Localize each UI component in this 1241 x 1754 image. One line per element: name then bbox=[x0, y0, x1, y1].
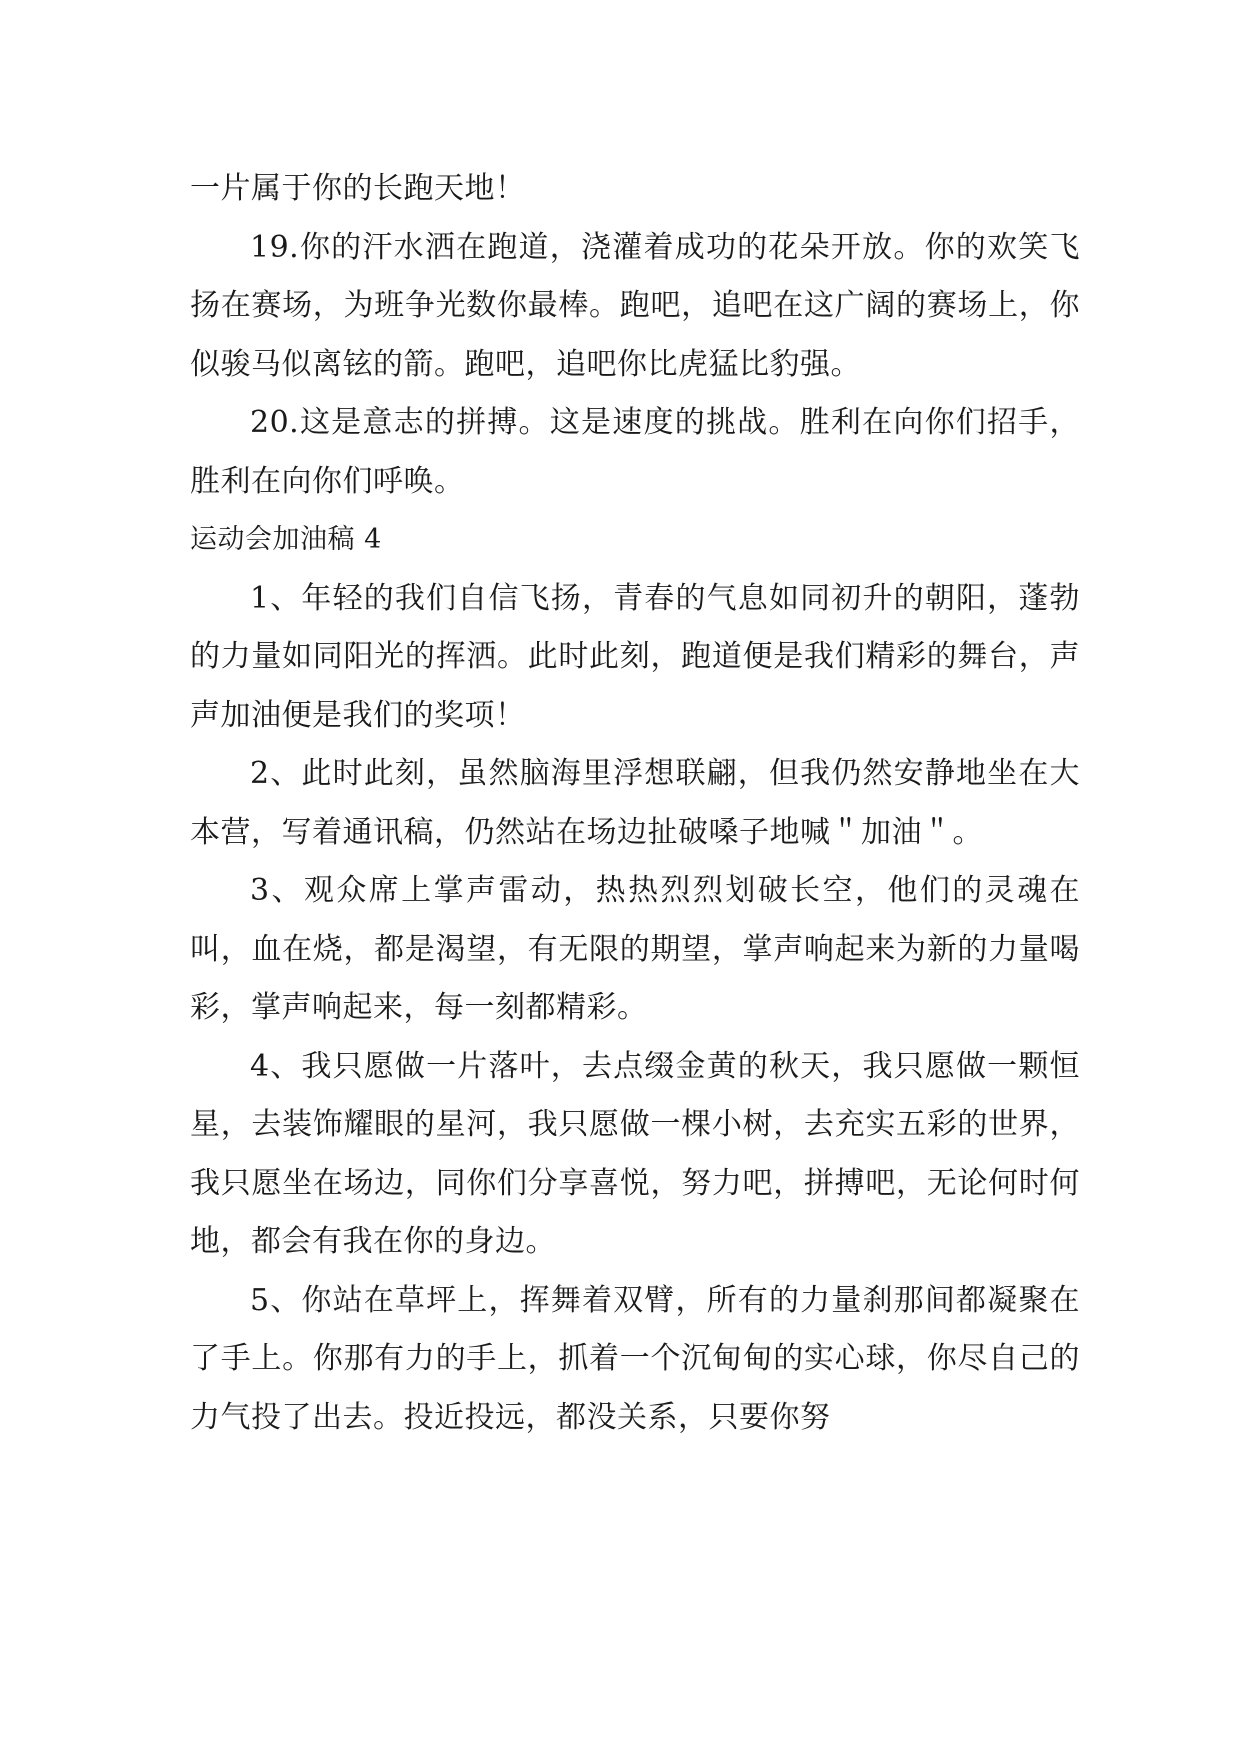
paragraph-continuation: 一片属于你的长跑天地！ bbox=[190, 171, 526, 206]
paragraph-item-20: 20.这是意志的拼搏。这是速度的挑战。胜利在向你们招手，胜利在向你们呼唤。 bbox=[190, 405, 1080, 499]
document-body bbox=[190, 160, 1080, 1447]
paragraph-item-19: 19.你的汗水洒在跑道，浇灌着成功的花朵开放。你的欢笑飞扬在赛场，为班争光数你最棒。跑吧，追吧在这广阔的赛场上，你似骏马似离铉的箭。跑吧，追吧你比虎猛比豹强。 bbox=[190, 229, 1080, 382]
list-item-5: 5、你站在草坪上，挥舞着双臂，所有的力量刹那间都凝聚在了手上。你那有力的手上，抓着一个沉甸甸的实心球，你尽自己的力气投了出去。投近投远，都没关系，只要你努 bbox=[190, 1282, 1080, 1435]
list-item-4: 4、我只愿做一片落叶，去点缀金黄的秋天，我只愿做一颗恒星，去装饰耀眼的星河，我只愿做一棵小树，去充实五彩的世界，我只愿坐在场边，同你们分享喜悦，努力吧，拼搏吧，无论何时何地，都会有我在你的身边。 bbox=[190, 1048, 1080, 1259]
list-item-2: 2、此时此刻，虽然脑海里浮想联翩，但我仍然安静地坐在大本营，写着通讯稿，仍然站在场边扯破嗓子地喊＂加油＂。 bbox=[190, 756, 1080, 850]
list-item-1: 1、年轻的我们自信飞扬，青春的气息如同初升的朝阳，蓬勃的力量如同阳光的挥洒。此时此刻，跑道便是我们精彩的舞台，声声加油便是我们的奖项！ bbox=[190, 580, 1080, 733]
list-item-3: 3、观众席上掌声雷动，热热烈烈划破长空，他们的灵魂在叫，血在烧，都是渴望，有无限的期望，掌声响起来为新的力量喝彩，掌声响起来，每一刻都精彩。 bbox=[190, 873, 1080, 1025]
section-heading: 运动会加油稿 4 bbox=[190, 524, 382, 555]
